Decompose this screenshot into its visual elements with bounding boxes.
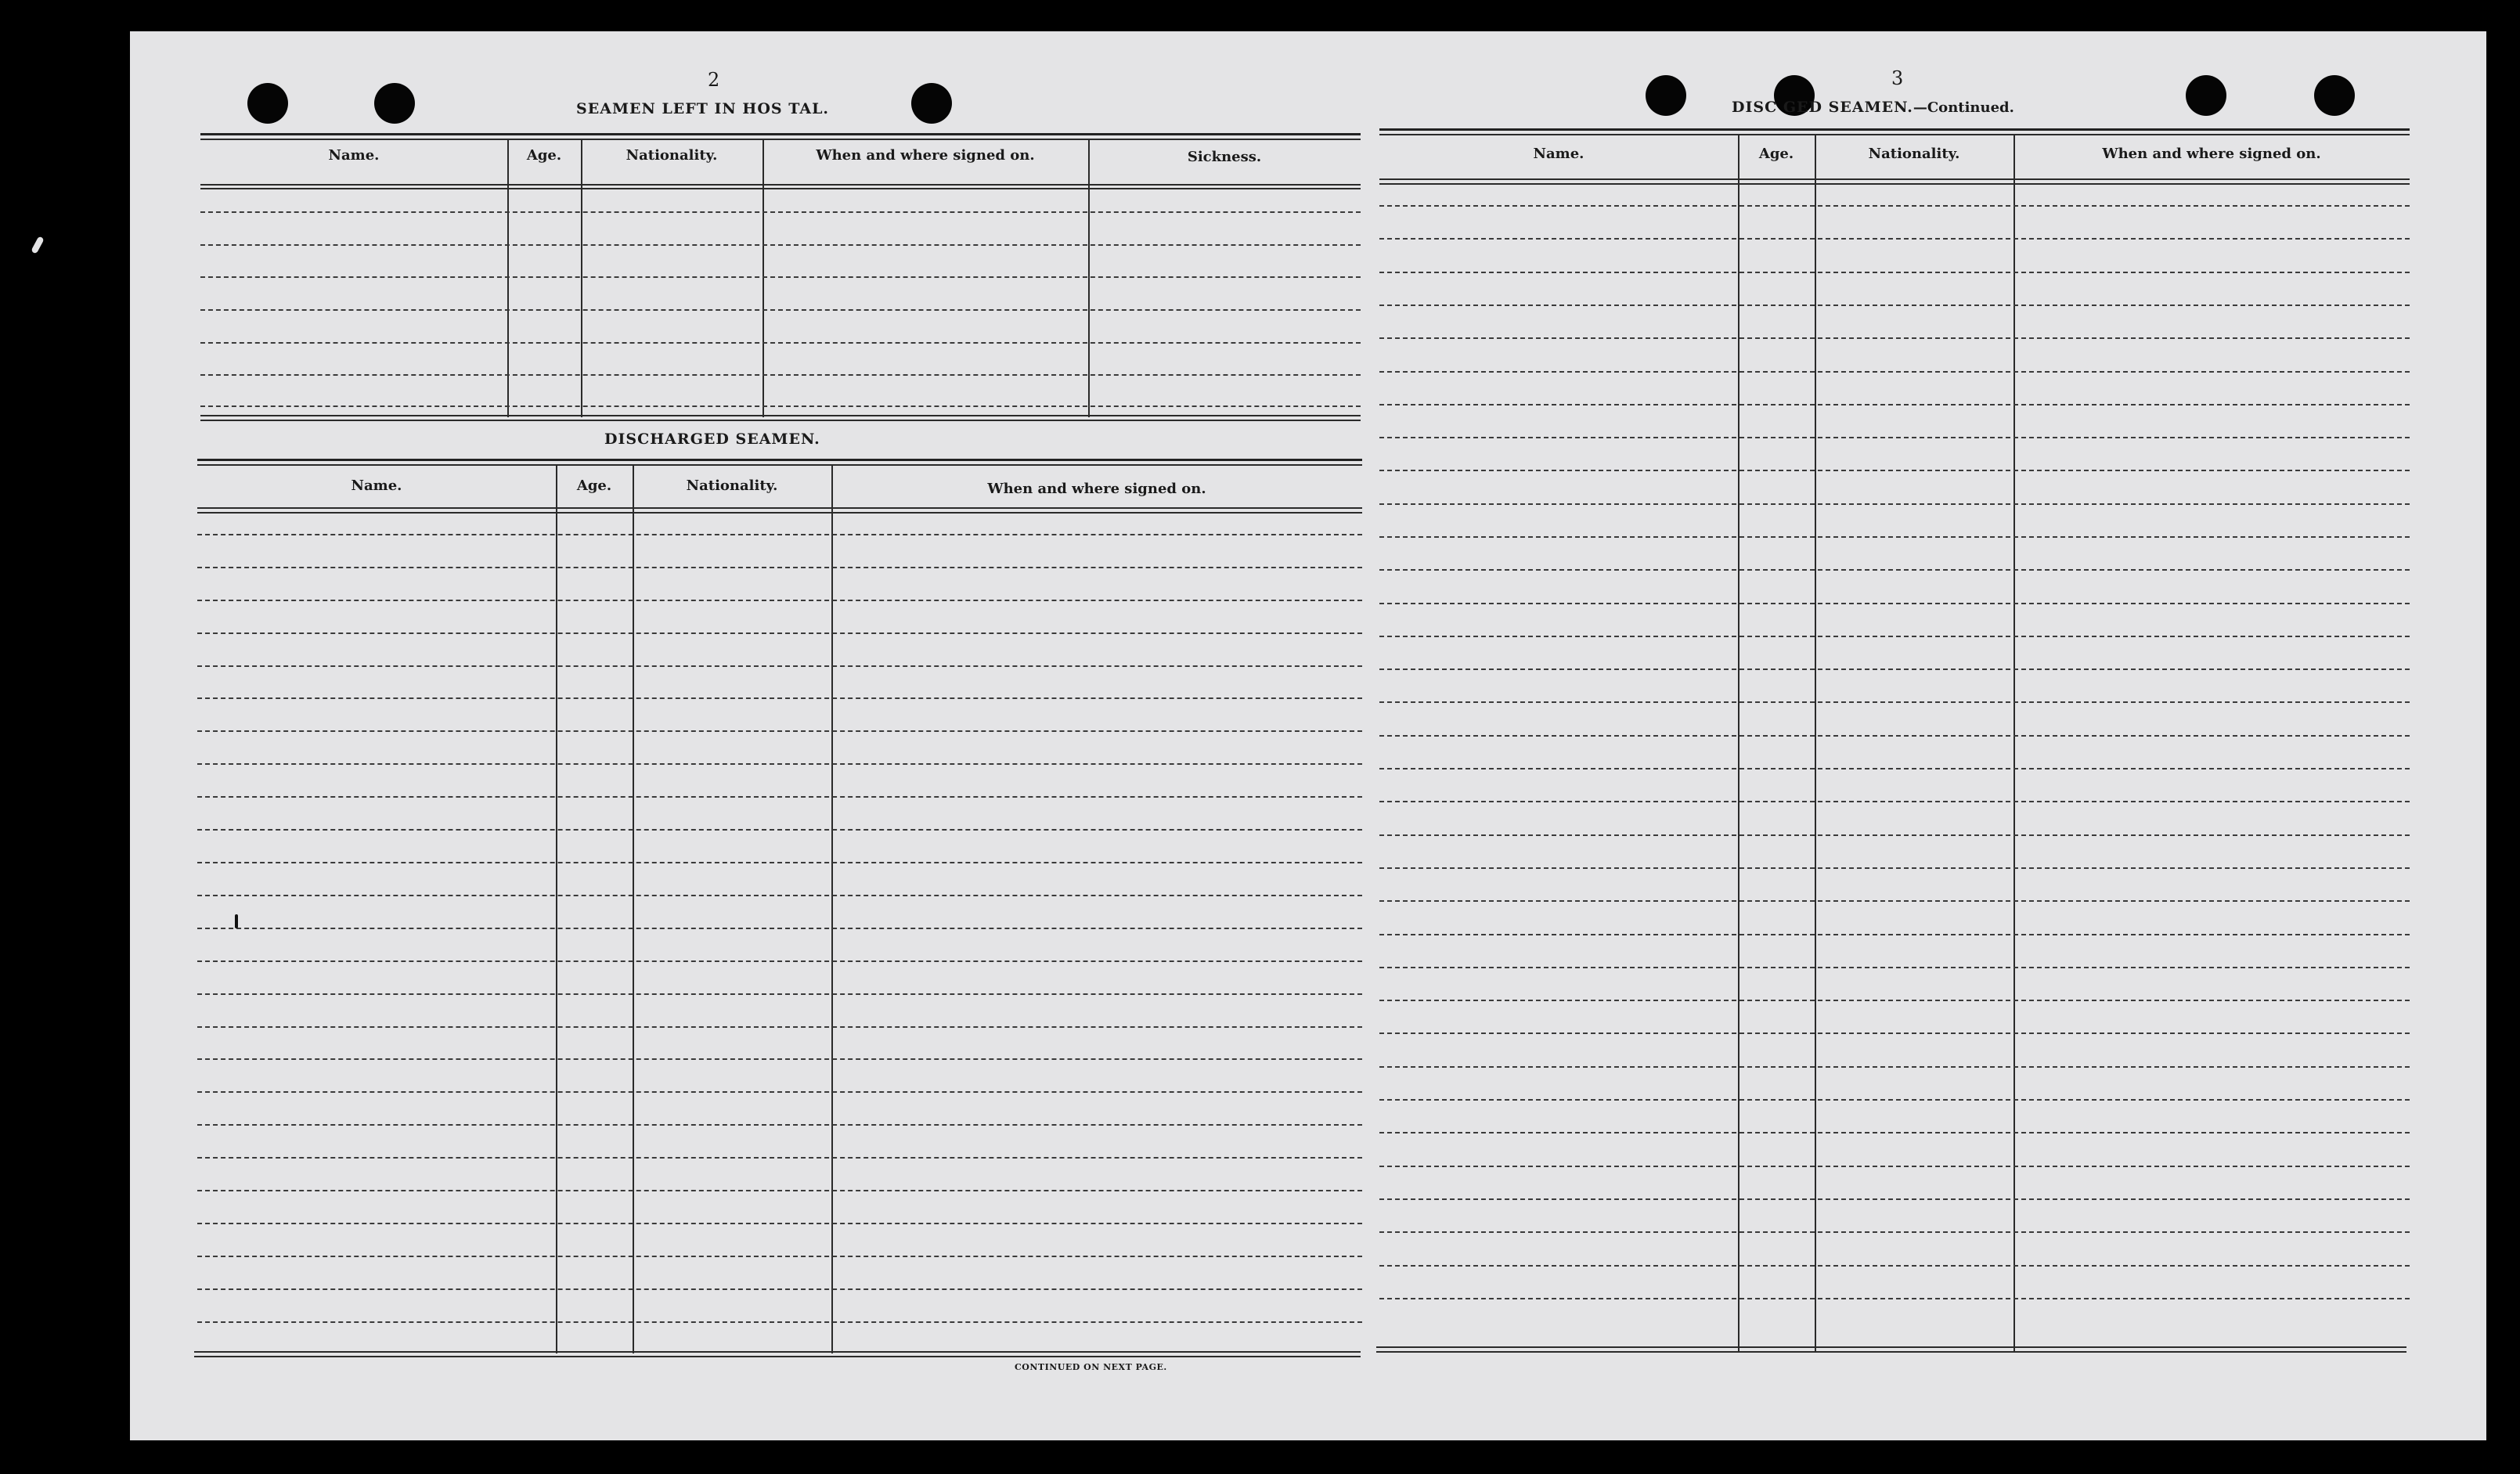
table-rule (1376, 1346, 2406, 1348)
column-header: Name. (351, 478, 402, 494)
entry-row-line (1379, 404, 2410, 405)
column-header: Nationality. (686, 478, 778, 494)
entry-row-line (197, 895, 1362, 896)
entry-row-line (1379, 305, 2410, 306)
column-header: When and where signed on. (816, 147, 1035, 164)
entry-row-line (197, 1058, 1362, 1060)
table-rule (200, 420, 1361, 421)
entry-row-line (200, 405, 1361, 407)
column-header: Age. (576, 478, 612, 494)
column-divider (1738, 134, 1739, 1352)
entry-row-line (1379, 701, 2410, 703)
ink-mark (235, 914, 238, 928)
entry-row-line (197, 600, 1362, 601)
document-page (130, 31, 2486, 1440)
entry-row-line (1379, 934, 2410, 935)
entry-row-line (200, 244, 1361, 246)
entry-row-line (197, 763, 1362, 765)
entry-row-line (197, 928, 1362, 929)
entry-row-line (1379, 569, 2410, 571)
table-rule (197, 459, 1362, 461)
hospital-section-title: SEAMEN LEFT IN HOS TAL. (576, 100, 830, 117)
entry-row-line (197, 796, 1362, 798)
entry-row-line (197, 1321, 1362, 1323)
entry-row-line (1379, 967, 2410, 968)
entry-row-line (197, 1091, 1362, 1093)
entry-row-line (197, 1157, 1362, 1159)
entry-row-line (1379, 1000, 2410, 1001)
entry-row-line (1379, 536, 2410, 538)
entry-row-line (1379, 801, 2410, 802)
entry-row-line (200, 309, 1361, 311)
entry-row-line (1379, 768, 2410, 769)
entry-row-line (200, 211, 1361, 213)
entry-row-line (1379, 371, 2410, 373)
entry-row-line (1379, 503, 2410, 505)
punch-hole (374, 83, 415, 124)
entry-row-line (197, 1288, 1362, 1290)
punch-hole (911, 83, 952, 124)
table-rule (200, 139, 1361, 140)
entry-row-line (1379, 337, 2410, 339)
table-rule (200, 133, 1361, 135)
punch-hole (2314, 75, 2355, 116)
column-header: When and where signed on. (987, 481, 1206, 497)
punch-hole (2186, 75, 2226, 116)
entry-row-line (197, 1190, 1362, 1191)
punch-hole (247, 83, 288, 124)
entry-row-line (197, 1124, 1362, 1126)
table-rule (1379, 178, 2410, 180)
entry-row-line (197, 730, 1362, 732)
entry-row-line (1379, 1231, 2410, 1233)
entry-row-line (1379, 1099, 2410, 1101)
column-divider (556, 464, 557, 1353)
entry-row-line (197, 697, 1362, 699)
entry-row-line (1379, 272, 2410, 273)
scan-artifact (31, 236, 44, 254)
entry-row-line (197, 1223, 1362, 1224)
entry-row-line (200, 342, 1361, 344)
column-divider (831, 464, 833, 1353)
table-rule (200, 415, 1361, 416)
entry-row-line (1379, 1132, 2410, 1133)
table-rule (200, 188, 1361, 189)
table-rule (1376, 1351, 2406, 1353)
entry-row-line (197, 632, 1362, 634)
table-rule (1379, 183, 2410, 185)
table-rule (1379, 134, 2410, 135)
entry-row-line (1379, 1198, 2410, 1200)
column-header: Age. (1758, 146, 1794, 162)
page-number: 2 (708, 69, 720, 91)
punch-hole (1646, 75, 1686, 116)
entry-row-line (1379, 1166, 2410, 1167)
column-divider (2013, 134, 2015, 1352)
entry-row-line (1379, 238, 2410, 240)
column-header: Sickness. (1187, 149, 1262, 165)
column-header: When and where signed on. (2102, 146, 2321, 162)
column-header: Name. (1533, 146, 1584, 162)
entry-row-line (197, 960, 1362, 962)
entry-row-line (1379, 669, 2410, 670)
page-number: 3 (1891, 67, 1904, 89)
table-rule (194, 1356, 1361, 1357)
entry-row-line (197, 1256, 1362, 1257)
entry-row-line (197, 1026, 1362, 1028)
table-rule (194, 1351, 1361, 1353)
table-rule (200, 184, 1361, 186)
entry-row-line (197, 829, 1362, 831)
entry-row-line (1379, 603, 2410, 604)
table-rule (197, 507, 1362, 509)
entry-row-line (1379, 1066, 2410, 1068)
discharged-continued-title (1732, 99, 2014, 116)
entry-row-line (1379, 470, 2410, 471)
entry-row-line (1379, 900, 2410, 902)
entry-row-line (197, 993, 1362, 995)
column-divider (633, 464, 634, 1353)
entry-row-line (197, 665, 1362, 667)
table-rule (1379, 128, 2410, 131)
column-header: Nationality. (1868, 146, 1960, 162)
column-divider (1815, 134, 1816, 1352)
entry-row-line (1379, 867, 2410, 869)
title-text: DISC GED SEAMEN. (1732, 99, 1913, 116)
continued-footer: CONTINUED ON NEXT PAGE. (1015, 1362, 1167, 1372)
column-header: Age. (526, 147, 562, 164)
entry-row-line (1379, 1033, 2410, 1034)
entry-row-line (197, 567, 1362, 568)
entry-row-line (1379, 735, 2410, 737)
title-continued: —Continued. (1913, 99, 2014, 116)
entry-row-line (1379, 437, 2410, 438)
entry-row-line (197, 862, 1362, 863)
entry-row-line (200, 374, 1361, 376)
entry-row-line (197, 534, 1362, 535)
entry-row-line (200, 276, 1361, 278)
entry-row-line (1379, 1265, 2410, 1267)
table-rule (197, 512, 1362, 514)
entry-row-line (1379, 1298, 2410, 1299)
entry-row-line (1379, 205, 2410, 207)
entry-row-line (1379, 636, 2410, 637)
column-header: Nationality. (625, 147, 718, 164)
table-rule (197, 464, 1362, 466)
entry-row-line (1379, 834, 2410, 836)
column-header: Name. (328, 147, 380, 164)
discharged-section-title: DISCHARGED SEAMEN. (604, 431, 820, 448)
